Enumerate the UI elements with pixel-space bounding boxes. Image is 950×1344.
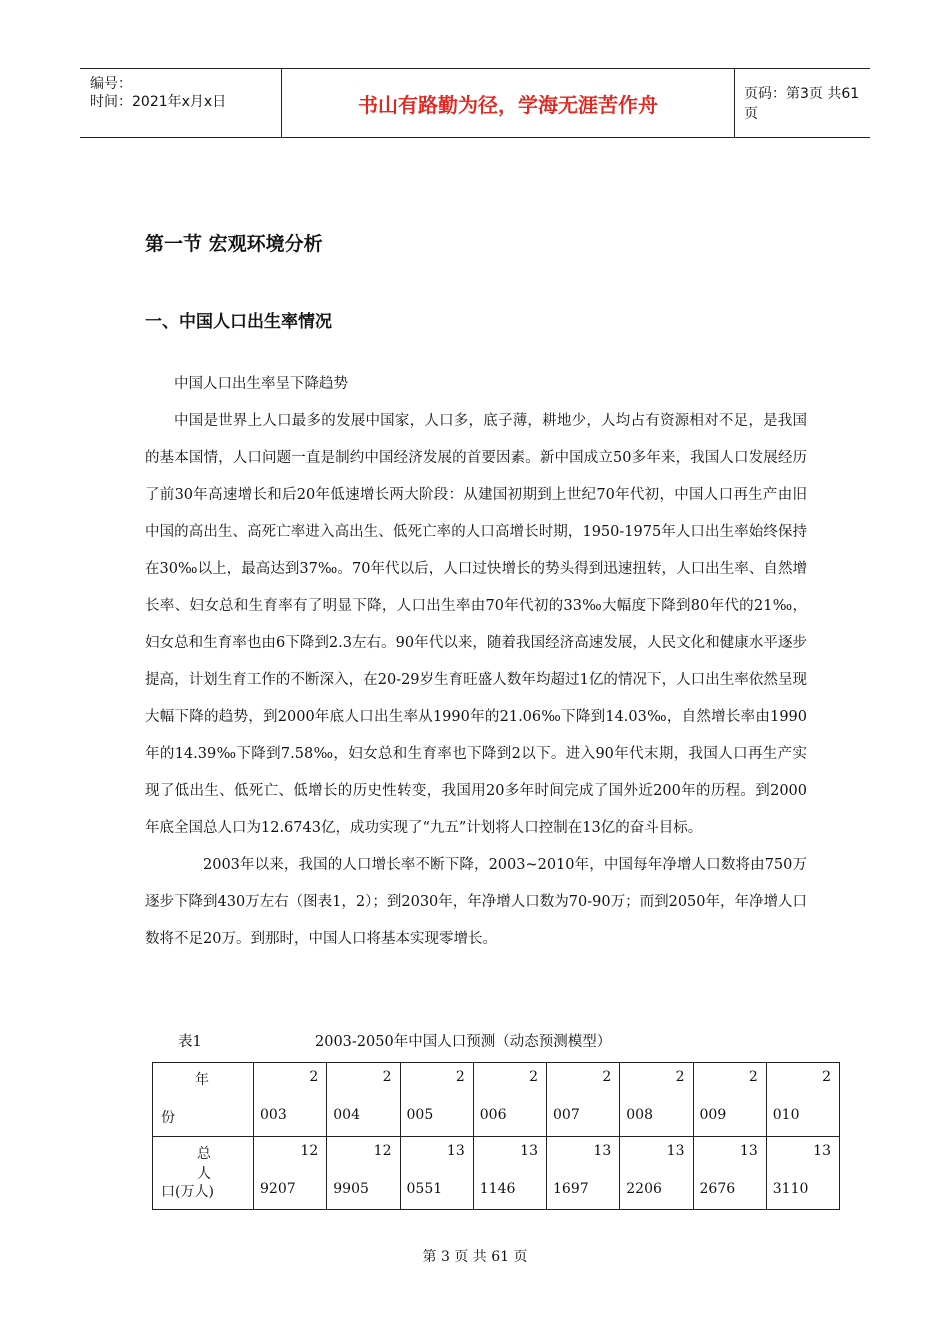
cell-text: 008 bbox=[626, 1107, 653, 1123]
table-cell bbox=[254, 1136, 327, 1210]
paragraph: 中国是世界上人口最多的发展中国家，人口多，底子薄，耕地少，人均占有资源相对不足，是我国的基本国情，人口问题一直是制约中国经济发展的首要因素。新中国成立50多年来，我国人口发展经历了前30年高速增长和后20年低速增长两大阶段：从建国初期到上世纪70年代初，中国人口再生产由旧中国的高出生、高死亡率进入高出生、低死亡率的人口高增长时期，1950-1975年人口出生率始终保持在30‰以上，最高达到37‰。70年代以后，人口过快增长的势头得到迅速扭转，人口出生率、自然增长率、妇女总和生育率有了明显下降，人口出生率由70年代初的33‰大幅度下降到80年代的21‰，妇女总和生育率也由6下降到2.3左右。90年代以来，随着我国经济高速发展，人民文化和健康水平逐步提高，计划生育工作的不断深入，在20-29岁生育旺盛人数年均超过1亿的情况下，人口出生率依然呈现大幅下降的趋势，到2000年底人口出生率从1990年的21.06‰下降到14.03‰，自然增长率由1990年的14.39‰下降到7.58‰，妇女总和生育率也下降到2以下。进入90年代末期，我国人口再生产实现了低出生、低死亡、低增长的历史性转变，我国用20多年时间完成了国外近200年的历程。到2000年底全国总人口为12.6743亿，成功实现了“九五”计划将人口控制在13亿的奋斗目标。 bbox=[145, 413, 807, 836]
table-cell bbox=[400, 1136, 473, 1210]
cell-text: 1146 bbox=[479, 1180, 516, 1197]
cell-text: 9207 bbox=[260, 1180, 296, 1197]
cell-text: 13 bbox=[593, 1142, 612, 1159]
cell-text: 007 bbox=[553, 1107, 580, 1123]
cell-text: 2 bbox=[529, 1069, 538, 1085]
cell-text: 13 bbox=[446, 1142, 465, 1159]
table-cell bbox=[254, 1063, 327, 1137]
table-cell bbox=[547, 1136, 620, 1210]
table-cell bbox=[620, 1136, 693, 1210]
cell-text: 2 bbox=[602, 1069, 612, 1085]
cell-text: 2 bbox=[748, 1069, 758, 1085]
cell-text: 2 bbox=[382, 1069, 392, 1085]
header-page-info: 页码：第3页 共61页 bbox=[744, 86, 860, 122]
body-text bbox=[145, 366, 807, 958]
table-cell bbox=[693, 1063, 766, 1137]
cell-text: 13 bbox=[813, 1142, 831, 1159]
cell-text: 口(万人) bbox=[161, 1183, 214, 1200]
cell-text: 2206 bbox=[626, 1180, 662, 1197]
table-header-cell bbox=[153, 1136, 254, 1210]
table-cell bbox=[473, 1063, 546, 1137]
table-cell bbox=[327, 1136, 400, 1210]
table-cell bbox=[693, 1136, 766, 1210]
table-cell bbox=[766, 1136, 839, 1210]
cell-text: 份 bbox=[161, 1110, 175, 1126]
cell-text: 2 bbox=[822, 1069, 831, 1085]
cell-text: 12 bbox=[373, 1142, 392, 1159]
cell-text: 1697 bbox=[553, 1180, 589, 1197]
cell-text: 13 bbox=[520, 1142, 538, 1159]
paragraph: 2003年以来，我国的人口增长率不断下降，2003~2010年，中国每年净增人口数将由750万逐步下降到430万左右（图表1，2）；到2030年，年净增人口数为70-90万；而到2050年，年净增人口数将不足20万。到那时，中国人口将基本实现零增长。 bbox=[145, 857, 807, 947]
table-cell bbox=[400, 1063, 473, 1137]
table-header-cell bbox=[153, 1063, 254, 1137]
cell-text: 年 bbox=[195, 1072, 209, 1088]
table-cell bbox=[547, 1063, 620, 1137]
paragraph: 中国人口出生率呈下降趋势 bbox=[174, 376, 348, 392]
cell-text: 2676 bbox=[699, 1180, 736, 1197]
header-divider bbox=[734, 69, 735, 137]
table-cell bbox=[766, 1063, 839, 1137]
table-row bbox=[153, 1063, 840, 1137]
table-row bbox=[153, 1136, 840, 1210]
table-cell bbox=[327, 1063, 400, 1137]
table-caption-label: 表1 bbox=[178, 1034, 202, 1050]
table-cell bbox=[620, 1063, 693, 1137]
cell-text: 009 bbox=[699, 1107, 727, 1123]
cell-text: 2 bbox=[309, 1069, 319, 1085]
cell-text: 13 bbox=[666, 1142, 685, 1159]
header-time-label: 时间：2021年x月x日 bbox=[90, 94, 227, 110]
cell-text: 2 bbox=[675, 1069, 685, 1085]
cell-text: 总人 bbox=[197, 1145, 233, 1182]
cell-text: 0551 bbox=[406, 1180, 443, 1197]
cell-text: 003 bbox=[260, 1107, 287, 1123]
cell-text: 13 bbox=[739, 1142, 758, 1159]
page-footer: 第 3 页 共 61 页 bbox=[422, 1249, 528, 1265]
cell-text: 006 bbox=[479, 1107, 507, 1123]
table-cell bbox=[473, 1136, 546, 1210]
cell-text: 2 bbox=[455, 1069, 465, 1085]
header-motto: 书山有路勤为径，学海无涯苦作舟 bbox=[358, 92, 658, 117]
table-caption-title: 2003-2050年中国人口预测（动态预测模型） bbox=[315, 1034, 612, 1050]
header-meta bbox=[80, 69, 281, 137]
cell-text: 12 bbox=[300, 1142, 319, 1159]
cell-text: 3110 bbox=[772, 1180, 809, 1197]
cell-text: 9905 bbox=[333, 1180, 369, 1197]
header-number-label: 编号： bbox=[90, 76, 132, 92]
subsection-title: 一、中国人口出生率情况 bbox=[145, 312, 332, 332]
page-header bbox=[80, 68, 870, 138]
section-title: 第一节 宏观环境分析 bbox=[145, 233, 323, 255]
cell-text: 010 bbox=[772, 1107, 800, 1123]
population-table bbox=[152, 1062, 840, 1210]
cell-text: 005 bbox=[406, 1107, 434, 1123]
cell-text: 004 bbox=[333, 1107, 360, 1123]
